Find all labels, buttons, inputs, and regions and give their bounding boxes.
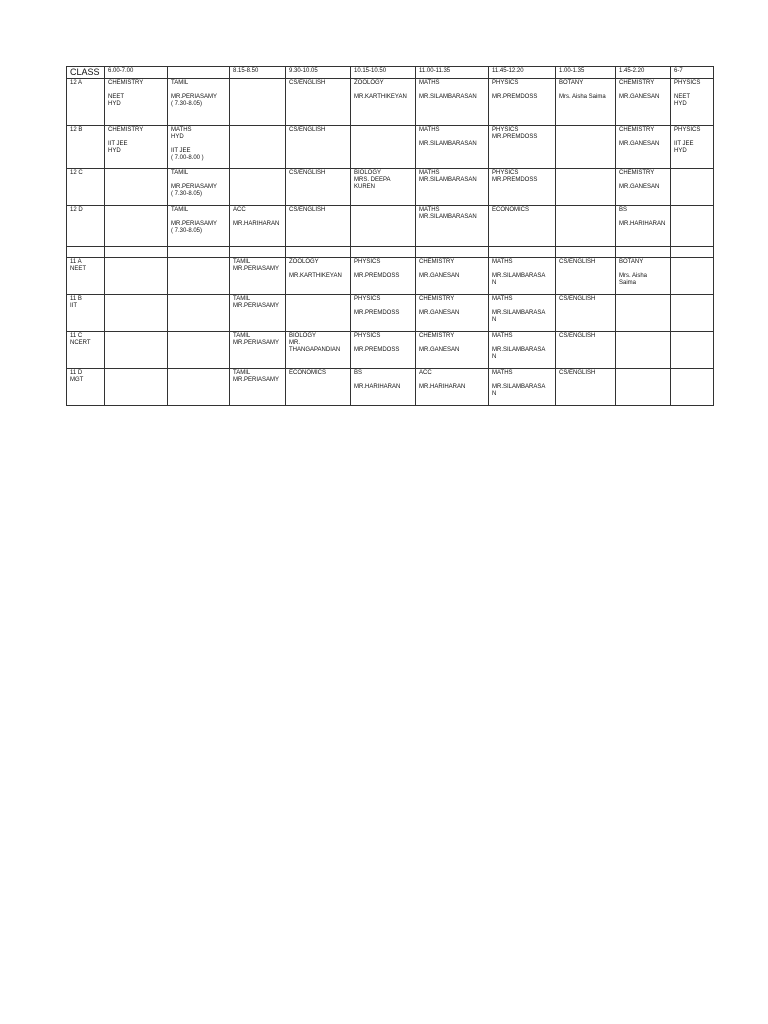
class-row-11c xyxy=(67,332,714,369)
period-cell xyxy=(230,206,286,247)
class-name: 12 D xyxy=(70,207,83,213)
period-cell xyxy=(168,79,230,126)
period-cell xyxy=(416,206,489,247)
cell-gap xyxy=(171,177,226,184)
period-cell xyxy=(230,79,286,126)
cell-gap xyxy=(492,87,552,94)
cell-gap xyxy=(233,214,282,221)
class-row-11a xyxy=(67,258,714,295)
period-cell xyxy=(351,332,416,369)
period-cell xyxy=(286,126,351,169)
subject-text: PHYSICS MR.PREMDOSS xyxy=(492,170,538,183)
class-name: 12 C xyxy=(70,170,83,176)
period-cell xyxy=(105,295,168,332)
period-cell xyxy=(556,126,616,169)
period-cell xyxy=(616,295,671,332)
period-cell xyxy=(489,126,556,169)
subject-text: CS/ENGLISH xyxy=(559,333,596,339)
period-cell xyxy=(168,295,230,332)
teacher-text: IIT JEE HYD xyxy=(674,141,694,154)
period-cell xyxy=(671,206,714,247)
teacher-text: MR.PERIASAMY ( 7.30-8.05) xyxy=(171,184,218,197)
period-cell xyxy=(286,79,351,126)
period-cell xyxy=(230,332,286,369)
period-cell xyxy=(416,126,489,169)
period-cell xyxy=(105,126,168,169)
subject-text: ECONOMICS xyxy=(492,207,530,213)
period-cell xyxy=(286,332,351,369)
class-name-cell xyxy=(67,79,105,126)
empty-cell xyxy=(616,247,671,258)
cell-gap xyxy=(619,87,667,94)
subject-text: PHYSICS xyxy=(354,259,381,265)
period-cell xyxy=(489,295,556,332)
subject-text: TAMIL xyxy=(171,80,189,86)
slot-header: 6-7 xyxy=(671,67,714,79)
period-cell xyxy=(286,369,351,406)
class-name-cell xyxy=(67,169,105,206)
class-header: CLASS xyxy=(67,67,105,79)
cell-gap xyxy=(108,134,164,141)
cell-gap xyxy=(171,87,226,94)
class-name: 11 D MGT xyxy=(70,370,84,383)
subject-text: ECONOMICS xyxy=(289,370,327,376)
period-cell xyxy=(489,332,556,369)
subject-text: ACC xyxy=(233,207,246,213)
period-cell xyxy=(230,369,286,406)
period-cell xyxy=(671,295,714,332)
subject-text: TAMIL MR.PERIASAMY xyxy=(233,333,280,346)
teacher-text: MR.GANESAN xyxy=(619,141,660,147)
subject-text: MATHS xyxy=(492,333,513,339)
cell-gap xyxy=(559,87,612,94)
teacher-text: MR.KARTHIKEYAN xyxy=(354,94,407,100)
period-cell xyxy=(671,369,714,406)
subject-text: TAMIL xyxy=(171,170,189,176)
cell-gap xyxy=(354,340,412,347)
period-cell xyxy=(616,206,671,247)
teacher-text: MR.GANESAN xyxy=(419,310,460,316)
subject-text: CHEMISTRY xyxy=(619,127,655,133)
class-name: 11 A NEET xyxy=(70,259,87,272)
teacher-text: MR.KARTHIKEYAN xyxy=(289,273,342,279)
period-cell xyxy=(168,206,230,247)
slot-header xyxy=(168,67,230,79)
period-cell xyxy=(351,206,416,247)
teacher-text: NEET HYD xyxy=(108,94,125,107)
teacher-text: MR.HARIHARAN xyxy=(619,221,666,227)
period-cell xyxy=(351,369,416,406)
teacher-text: MR.SILAMBARASA N xyxy=(492,347,546,360)
subject-text: MATHS HYD xyxy=(171,127,192,140)
cell-gap xyxy=(419,266,485,273)
teacher-text: MR.HARIHARAN xyxy=(419,384,466,390)
cell-gap xyxy=(419,303,485,310)
period-cell xyxy=(105,369,168,406)
subject-text: PHYSICS xyxy=(354,296,381,302)
subject-text: TAMIL MR.PERIASAMY xyxy=(233,296,280,309)
teacher-text: MR.SILAMBARASA N xyxy=(492,310,546,323)
class-name-cell xyxy=(67,258,105,295)
period-cell xyxy=(168,369,230,406)
subject-text: CHEMISTRY xyxy=(619,170,655,176)
teacher-text: MR.GANESAN xyxy=(419,347,460,353)
period-cell xyxy=(489,79,556,126)
subject-text: PHYSICS xyxy=(492,80,519,86)
period-cell xyxy=(556,169,616,206)
teacher-text: MR.PREMDOSS xyxy=(492,94,538,100)
timetable xyxy=(66,66,714,406)
class-row-12d xyxy=(67,206,714,247)
period-cell xyxy=(616,258,671,295)
cell-gap xyxy=(619,177,667,184)
subject-text: PHYSICS MR.PREMDOSS xyxy=(492,127,538,140)
teacher-text: IIT JEE ( 7.00-8.00 ) xyxy=(171,148,204,161)
class-row-12c xyxy=(67,169,714,206)
subject-text: BOTANY xyxy=(559,80,584,86)
period-cell xyxy=(230,126,286,169)
subject-text: CHEMISTRY xyxy=(419,333,455,339)
cell-gap xyxy=(419,134,485,141)
period-cell xyxy=(416,169,489,206)
period-cell xyxy=(286,295,351,332)
period-cell xyxy=(489,369,556,406)
slot-header: 1.45-2.20 xyxy=(616,67,671,79)
subject-text: MATHS xyxy=(492,259,513,265)
subject-text: CS/ENGLISH xyxy=(289,207,326,213)
cell-gap xyxy=(171,214,226,221)
subject-text: PHYSICS xyxy=(674,80,701,86)
class-name-cell xyxy=(67,206,105,247)
slot-header: 6.00-7.00 xyxy=(105,67,168,79)
period-cell xyxy=(489,258,556,295)
teacher-text: Mrs. Aisha Saima xyxy=(619,273,648,286)
teacher-text: MR.GANESAN xyxy=(619,94,660,100)
cell-gap xyxy=(619,266,667,273)
header-row xyxy=(67,67,714,79)
period-cell xyxy=(616,332,671,369)
subject-text: CS/ENGLISH xyxy=(289,127,326,133)
subject-text: BS xyxy=(354,370,363,376)
period-cell xyxy=(168,332,230,369)
empty-cell xyxy=(286,247,351,258)
period-cell xyxy=(671,258,714,295)
period-cell xyxy=(416,79,489,126)
cell-gap xyxy=(674,87,710,94)
period-cell xyxy=(556,258,616,295)
period-cell xyxy=(351,126,416,169)
teacher-text: MR.HARIHARAN xyxy=(233,221,280,227)
class-row-11b xyxy=(67,295,714,332)
empty-cell xyxy=(489,247,556,258)
period-cell xyxy=(168,169,230,206)
period-cell xyxy=(416,369,489,406)
cell-gap xyxy=(354,303,412,310)
cell-gap xyxy=(354,87,412,94)
subject-text: CS/ENGLISH xyxy=(559,296,596,302)
subject-text: BIOLOGY MR. THANGAPANDIAN xyxy=(289,333,341,353)
cell-gap xyxy=(419,87,485,94)
class-name: 11 C NCERT xyxy=(70,333,91,346)
teacher-text: Mrs. Aisha Saima xyxy=(559,94,606,100)
period-cell xyxy=(556,332,616,369)
subject-text: TAMIL xyxy=(171,207,189,213)
slot-header: 11.45-12.20 xyxy=(489,67,556,79)
subject-text: CS/ENGLISH xyxy=(289,170,326,176)
cell-gap xyxy=(619,214,667,221)
period-cell xyxy=(351,169,416,206)
subject-text: BS xyxy=(619,207,628,213)
teacher-text: MR.SILAMBARASA N xyxy=(492,384,546,397)
slot-header: 1.00-1.35 xyxy=(556,67,616,79)
period-cell xyxy=(616,126,671,169)
period-cell xyxy=(556,295,616,332)
subject-text: CHEMISTRY xyxy=(619,80,655,86)
teacher-text: MR.SILAMBARASAN xyxy=(419,141,477,147)
teacher-text: MR.SILAMBARASAN xyxy=(419,94,477,100)
subject-text: CHEMISTRY xyxy=(108,80,144,86)
period-cell xyxy=(556,369,616,406)
cell-gap xyxy=(419,340,485,347)
period-cell xyxy=(671,169,714,206)
subject-text: CS/ENGLISH xyxy=(559,370,596,376)
class-name-cell xyxy=(67,126,105,169)
spacer-row xyxy=(67,247,714,258)
cell-gap xyxy=(108,87,164,94)
subject-text: CHEMISTRY xyxy=(419,296,455,302)
cell-gap xyxy=(674,134,710,141)
slot-header: 9.30-10.05 xyxy=(286,67,351,79)
subject-text: TAMIL MR.PERIASAMY xyxy=(233,259,280,272)
class-name-cell xyxy=(67,369,105,406)
teacher-text: MR.PREMDOSS xyxy=(354,347,400,353)
subject-text: MATHS MR.SILAMBARASAN xyxy=(419,207,477,220)
period-cell xyxy=(351,295,416,332)
period-cell xyxy=(616,369,671,406)
period-cell xyxy=(286,258,351,295)
empty-cell xyxy=(230,247,286,258)
teacher-text: MR.GANESAN xyxy=(619,184,660,190)
cell-gap xyxy=(171,141,226,148)
teacher-text: MR.SILAMBARASA N xyxy=(492,273,546,286)
period-cell xyxy=(489,206,556,247)
empty-cell xyxy=(671,247,714,258)
cell-gap xyxy=(289,266,347,273)
class-name: 12 B xyxy=(70,127,83,133)
cell-gap xyxy=(492,340,552,347)
period-cell xyxy=(168,126,230,169)
subject-text: MATHS xyxy=(419,80,440,86)
cell-gap xyxy=(492,266,552,273)
class-name-cell xyxy=(67,332,105,369)
teacher-text: IIT JEE HYD xyxy=(108,141,128,154)
period-cell xyxy=(671,332,714,369)
period-cell xyxy=(168,258,230,295)
period-cell xyxy=(556,79,616,126)
subject-text: MATHS xyxy=(492,296,513,302)
subject-text: PHYSICS xyxy=(354,333,381,339)
period-cell xyxy=(230,258,286,295)
period-cell xyxy=(230,169,286,206)
teacher-text: NEET HYD xyxy=(674,94,691,107)
subject-text: CS/ENGLISH xyxy=(559,259,596,265)
period-cell xyxy=(286,169,351,206)
cell-gap xyxy=(492,377,552,384)
subject-text: MATHS xyxy=(419,127,440,133)
period-cell xyxy=(351,258,416,295)
slot-header: 8.15-8.50 xyxy=(230,67,286,79)
subject-text: ZOOLOGY xyxy=(289,259,319,265)
subject-text: BOTANY xyxy=(619,259,644,265)
period-cell xyxy=(556,206,616,247)
cell-gap xyxy=(354,377,412,384)
empty-cell xyxy=(67,247,105,258)
empty-cell xyxy=(168,247,230,258)
period-cell xyxy=(671,126,714,169)
subject-text: CHEMISTRY xyxy=(108,127,144,133)
subject-text: MATHS xyxy=(492,370,513,376)
subject-text: CHEMISTRY xyxy=(419,259,455,265)
class-row-12a xyxy=(67,79,714,126)
period-cell xyxy=(416,332,489,369)
period-cell xyxy=(230,295,286,332)
teacher-text: MR.PREMDOSS xyxy=(354,273,400,279)
cell-gap xyxy=(354,266,412,273)
subject-text: ACC xyxy=(419,370,432,376)
empty-cell xyxy=(105,247,168,258)
class-name: 11 B IIT xyxy=(70,296,82,309)
slot-header: 10.15-10.50 xyxy=(351,67,416,79)
class-name: 12 A xyxy=(70,80,83,86)
teacher-text: MR.PERIASAMY ( 7.30-8.05) xyxy=(171,221,218,234)
period-cell xyxy=(286,206,351,247)
class-name-cell xyxy=(67,295,105,332)
teacher-text: MR.HARIHARAN xyxy=(354,384,401,390)
subject-text: ZOOLOGY xyxy=(354,80,384,86)
teacher-text: MR.PERIASAMY ( 7.30-8.05) xyxy=(171,94,218,107)
period-cell xyxy=(351,79,416,126)
cell-gap xyxy=(619,134,667,141)
subject-text: BIOLOGY MRS. DEEPA KUREN xyxy=(354,170,391,190)
subject-text: MATHS MR.SILAMBARASAN xyxy=(419,170,477,183)
period-cell xyxy=(489,169,556,206)
teacher-text: MR.GANESAN xyxy=(419,273,460,279)
period-cell xyxy=(105,206,168,247)
period-cell xyxy=(105,79,168,126)
period-cell xyxy=(616,169,671,206)
cell-gap xyxy=(419,377,485,384)
subject-text: TAMIL MR.PERIASAMY xyxy=(233,370,280,383)
empty-cell xyxy=(556,247,616,258)
period-cell xyxy=(105,169,168,206)
subject-text: CS/ENGLISH xyxy=(289,80,326,86)
period-cell xyxy=(671,79,714,126)
subject-text: PHYSICS xyxy=(674,127,701,133)
class-row-11d xyxy=(67,369,714,406)
teacher-text: MR.PREMDOSS xyxy=(354,310,400,316)
period-cell xyxy=(105,332,168,369)
period-cell xyxy=(105,258,168,295)
period-cell xyxy=(616,79,671,126)
empty-cell xyxy=(351,247,416,258)
class-row-12b xyxy=(67,126,714,169)
empty-cell xyxy=(416,247,489,258)
slot-header: 11.00-11.35 xyxy=(416,67,489,79)
period-cell xyxy=(416,258,489,295)
period-cell xyxy=(416,295,489,332)
cell-gap xyxy=(492,303,552,310)
